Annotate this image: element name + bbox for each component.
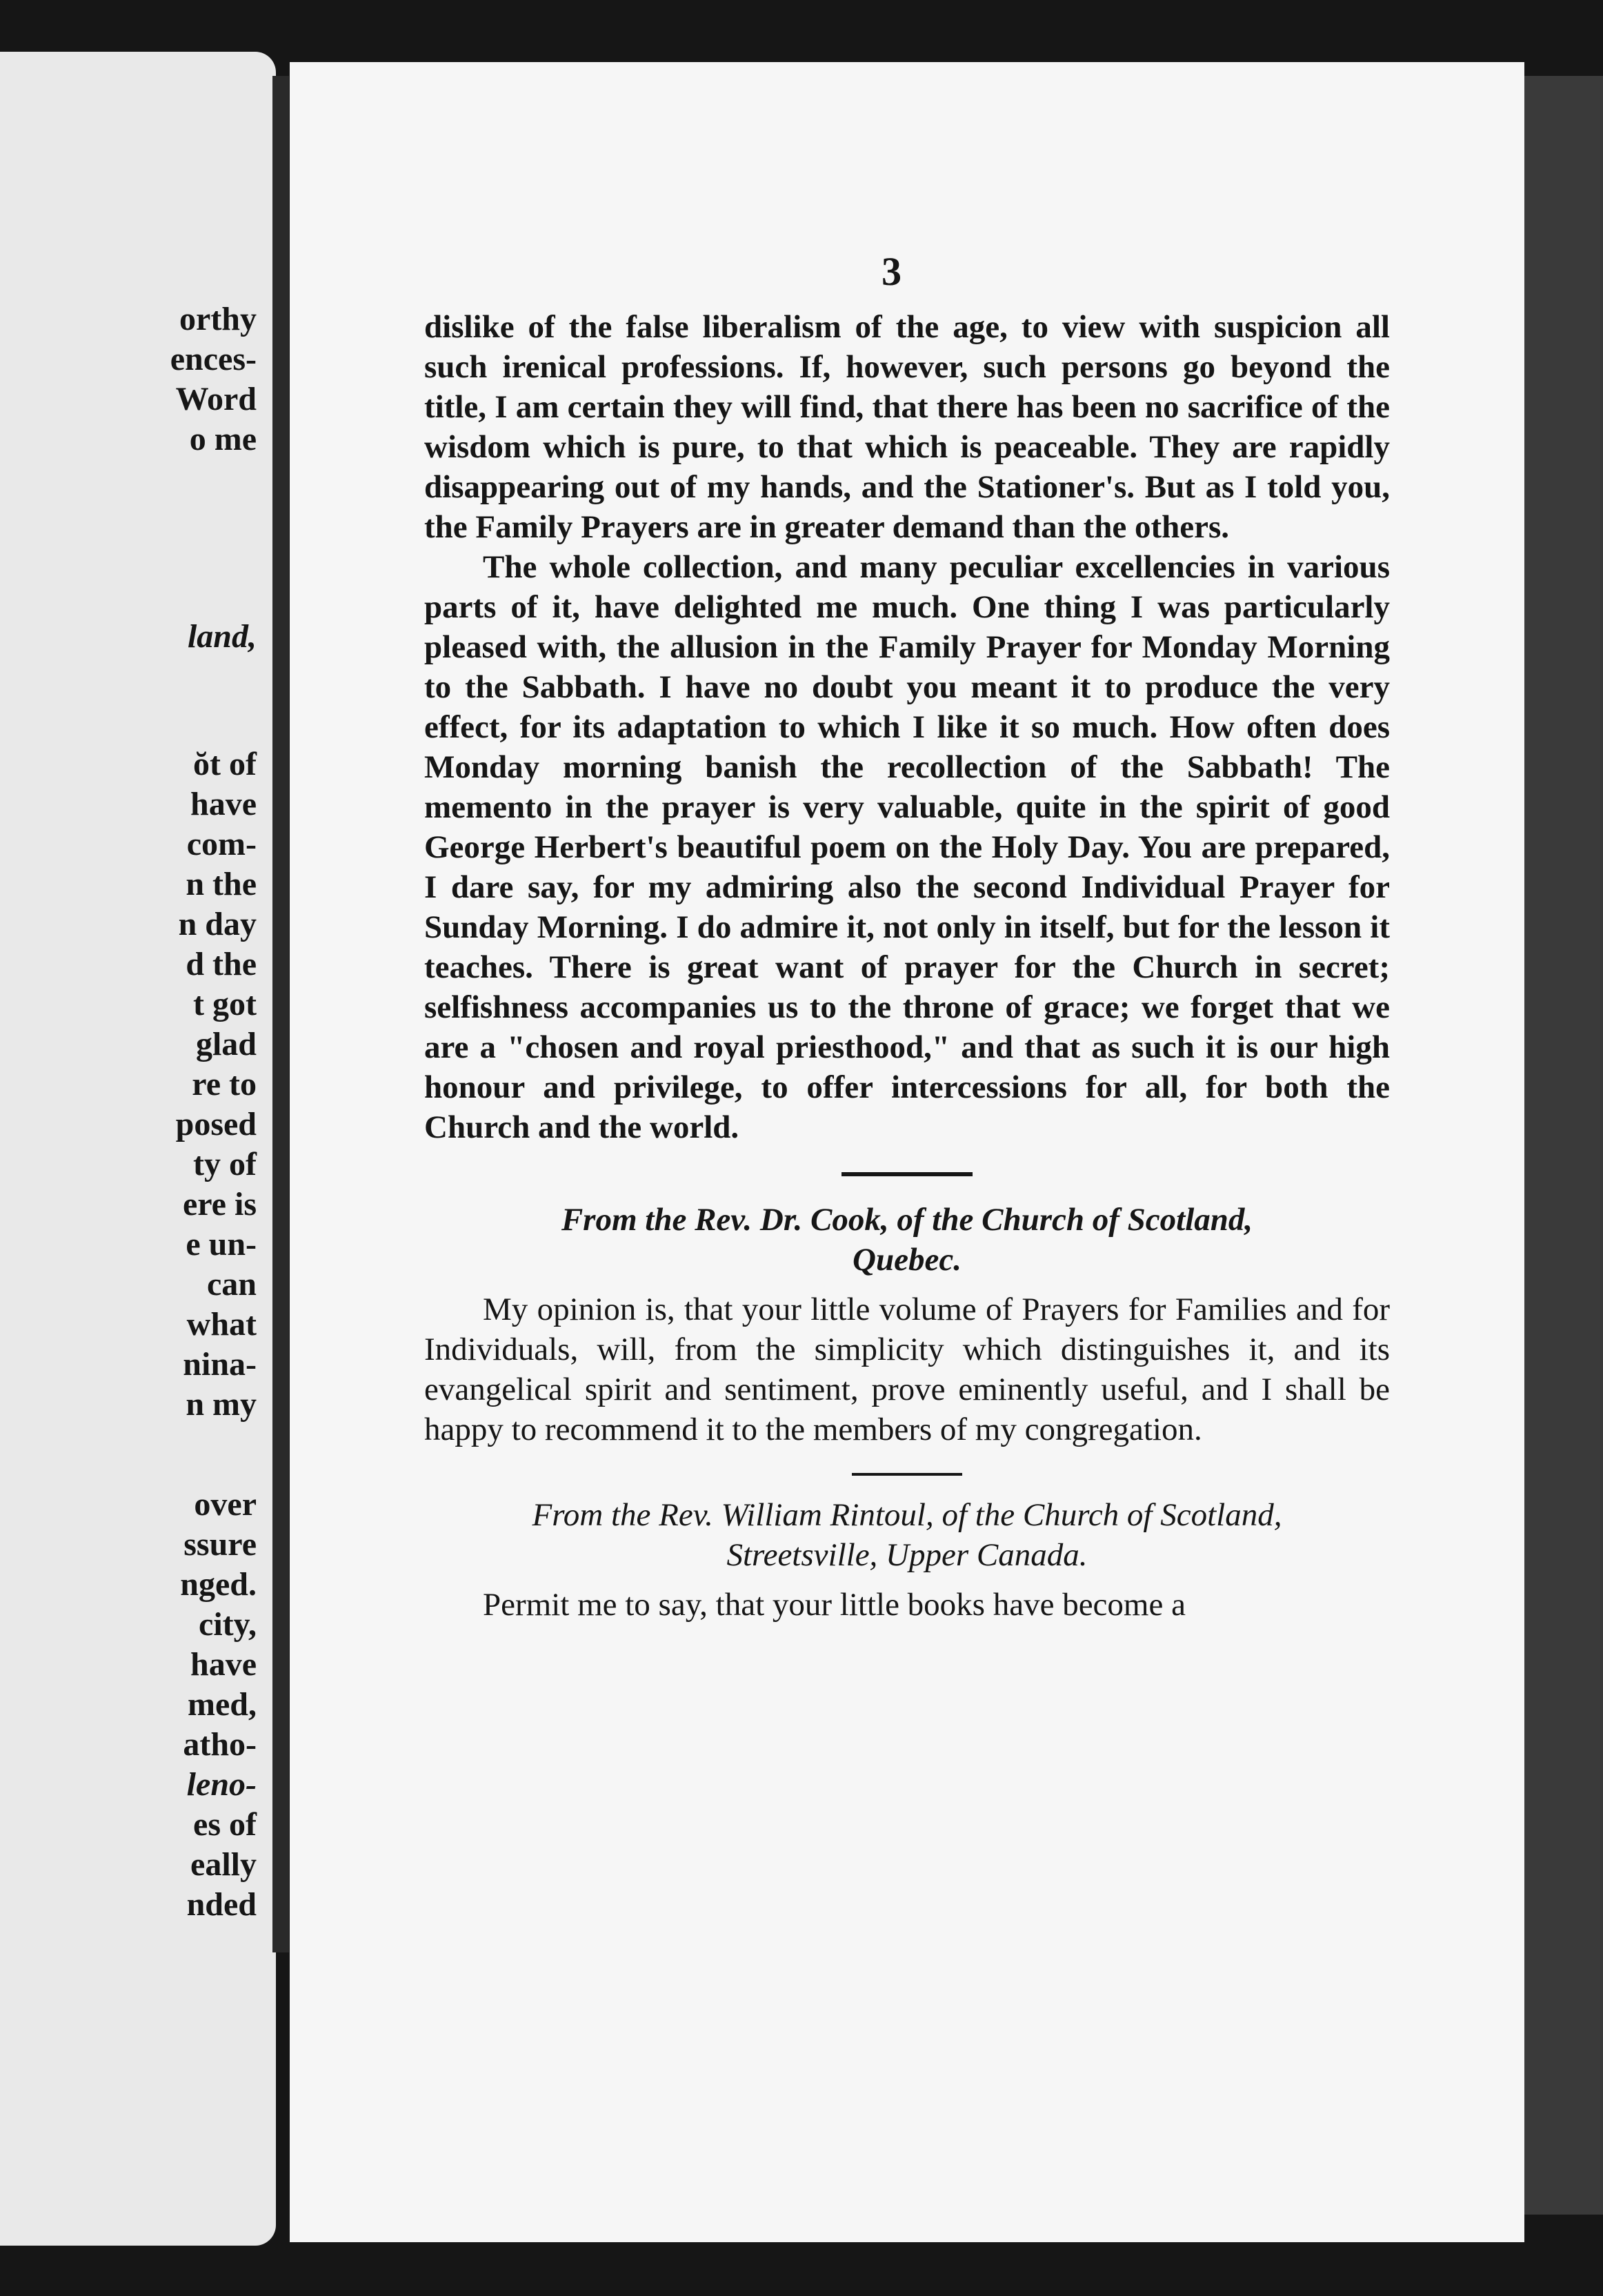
rintoul-heading-line1: From the Rev. William Rintoul, of the Church of Scotland, [532,1497,1282,1533]
left-fragment: can [207,1266,257,1303]
left-fragment: ssure [183,1526,257,1563]
left-fragment: nina- [183,1346,257,1383]
cook-letter-paragraph: My opinion is, that your little volume of Prayers for Families and for Individuals, will, from the simplicity which distinguishes it, and its evangelical spirit and sentiment, prove eminently useful, and I shall be happy to recommend it to the members of my congregation. [424,1292,1390,1447]
left-fragment: med, [188,1686,257,1723]
left-fragment: what [186,1306,257,1343]
left-fragment: d the [186,946,257,982]
rintoul-letter-paragraph: Permit me to say, that your little books have become a [483,1587,1186,1623]
left-fragment: nded [186,1886,257,1923]
page-content [424,307,1390,1625]
left-fragment: o me [189,421,257,457]
page-edge [1524,76,1603,2215]
cook-heading-line1: From the Rev. Dr. Cook, of the Church of Scotland, [561,1202,1253,1238]
left-fragment: atho- [183,1726,257,1763]
left-fragment: land, [187,618,257,655]
left-fragment: e un- [186,1226,257,1263]
section-divider [852,1473,962,1476]
cook-heading-line2: Quebec. [853,1242,962,1278]
left-fragment: re to [192,1066,257,1102]
left-fragment: orthy [179,301,257,337]
left-fragment: n my [186,1386,257,1423]
rintoul-heading-line2: Streetsville, Upper Canada. [726,1537,1088,1573]
left-fragment: nged. [180,1566,257,1603]
section-divider [842,1172,973,1176]
left-page [0,52,276,2246]
left-fragment: over [194,1486,257,1523]
left-fragment: com- [186,826,257,862]
left-fragment: t got [193,986,257,1022]
left-fragment: n the [186,866,257,902]
left-fragment: ere is [182,1186,257,1223]
left-fragment: have [190,1646,257,1683]
page-number: 3 [882,249,902,294]
left-fragment: have [190,786,257,822]
left-fragment: ences- [170,341,257,377]
left-fragment: n day [178,906,257,942]
left-fragment: glad [195,1026,257,1062]
left-fragment: leno- [186,1766,257,1803]
left-fragment: Word [175,381,257,417]
cook-heading [424,1200,1390,1280]
second-paragraph: The whole collection, and many peculiar excellencies in various parts of it, have delighted me much. One thing I was particularly pleased with, the allusion in the Family Prayer for Monday Morning to the Sabbath. I have no doubt you meant it to produce the very effect, for its adaptation to which I like it so much. How often does Monday morning banish the recollection of the Sabbath! The memento in the prayer is very valuable, quite in the spirit of good George Herbert's beautiful poem on the Holy Day. You are prepared, I dare say, for my admiring also the second Individual Prayer for Sunday Morning. I do admire it, not only in itself, but for the lesson it teaches. There is great want of prayer for the Church in secret; selfishness accompanies us to the throne of grace; we forget that we are a "chosen and royal priesthood," and that as such it is our high honour and privilege, to offer intercessions for all, for both the Church and the world. [424,549,1390,1145]
left-fragment: ty of [193,1146,257,1182]
rintoul-heading [424,1495,1390,1575]
intro-paragraph: dislike of the false liberalism of the age, to view with suspicion all such irenical professions. If, however, such persons go beyond the title, I am certain they will find, that there has been no sacrifice of the wisdom which is pure, to that which is peaceable. They are rapidly disappearing out of my hands, and the Stationer's. But as I told you, the Family Prayers are in greater demand than the others. [424,309,1390,545]
left-fragment: eally [190,1846,257,1883]
book-binding [272,76,289,1952]
left-fragment: posed [175,1106,257,1142]
left-fragment: es of [193,1806,257,1843]
left-fragment: city, [199,1606,257,1643]
left-fragment: ŏt of [193,746,257,782]
